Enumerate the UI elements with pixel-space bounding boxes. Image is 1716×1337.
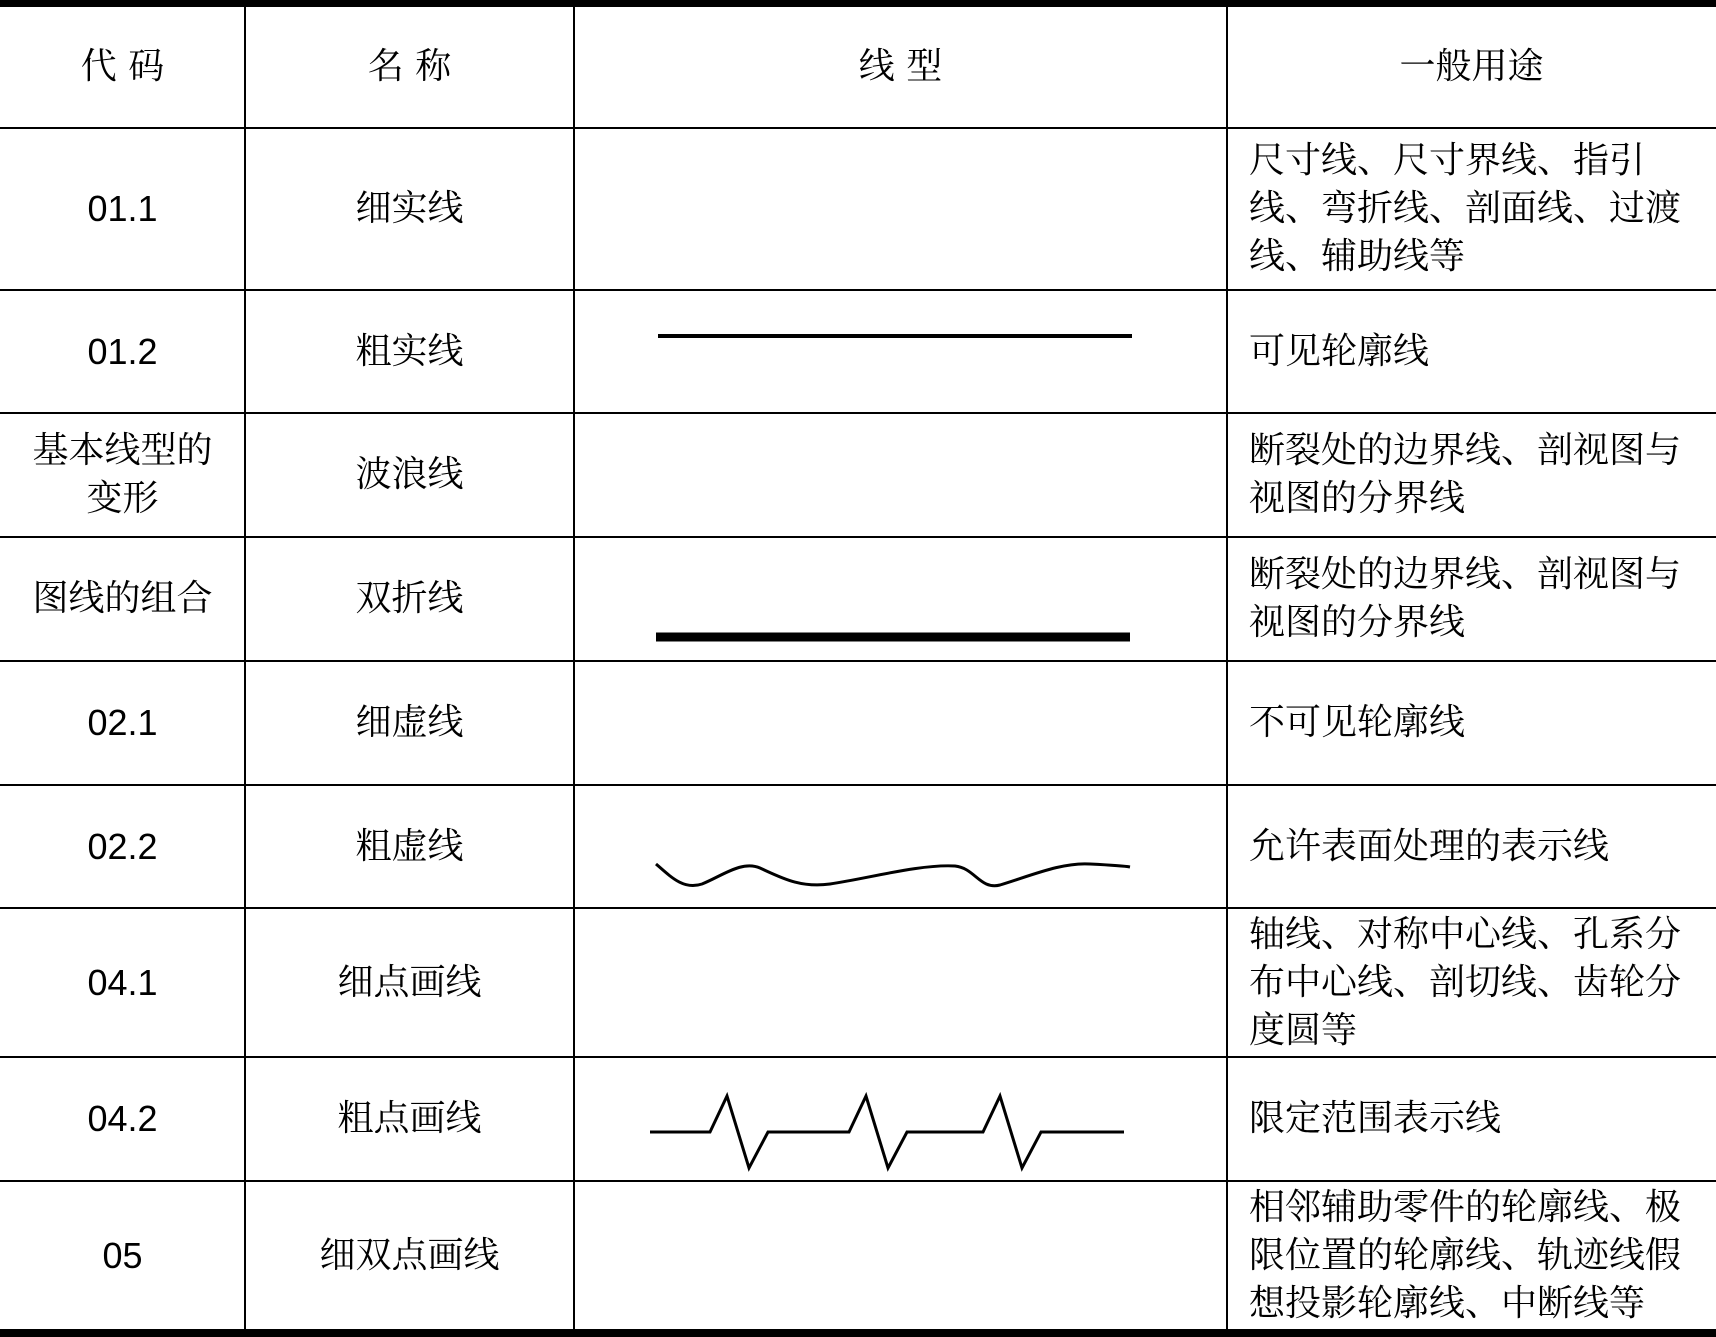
header-usage: 一般用途: [1399, 45, 1544, 87]
row-1-usage: 尺寸线、尺寸界线、指引线、弯折线、剖面线、过渡线、辅助线等: [1249, 140, 1682, 277]
row-2-usage: 可见轮廓线: [1249, 330, 1430, 372]
row-5-name: 细虚线: [355, 702, 464, 743]
row-9-code: 05: [102, 1235, 143, 1276]
row-8-name: 粗点画线: [337, 1098, 482, 1139]
row-5-usage: 不可见轮廓线: [1249, 702, 1466, 743]
wavy-line-sample: [656, 864, 1130, 886]
row-3-code: 基本线型的变形: [32, 430, 213, 519]
row-6-usage: 允许表面处理的表示线: [1249, 825, 1610, 867]
row-6-code: 02.2: [87, 825, 158, 867]
row-7-usage: 轴线、对称中心线、孔系分布中心线、剖切线、齿轮分度圆等: [1249, 913, 1682, 1051]
row-3-name: 波浪线: [355, 454, 464, 495]
row-9-usage: 相邻辅助零件的轮廓线、极限位置的轮廓线、轨迹线假想投影轮廓线、中断线等: [1249, 1187, 1682, 1324]
row-8-usage: 限定范围表示线: [1249, 1098, 1502, 1139]
row-9-name: 细双点画线: [319, 1235, 500, 1276]
header-name: 名 称: [367, 45, 452, 87]
row-7-name: 细点画线: [337, 961, 482, 1003]
row-4-usage: 断裂处的边界线、剖视图与视图的分界线: [1249, 554, 1682, 643]
row-2-code: 01.2: [87, 330, 158, 372]
row-1-name: 细实线: [355, 188, 464, 229]
row-1-code: 01.1: [87, 188, 158, 229]
header-code: 代 码: [80, 45, 165, 87]
row-7-code: 04.1: [87, 961, 158, 1003]
row-8-code: 04.2: [87, 1098, 158, 1139]
zigzag-line-sample: [650, 1096, 1124, 1168]
row-3-usage: 断裂处的边界线、剖视图与视图的分界线: [1249, 430, 1682, 519]
row-6-name: 粗虚线: [355, 825, 464, 867]
row-2-name: 粗实线: [355, 330, 464, 372]
row-5-code: 02.1: [87, 702, 158, 743]
row-4-name: 双折线: [355, 578, 464, 619]
header-linetype: 线 型: [858, 45, 943, 87]
row-4-code: 图线的组合: [32, 578, 213, 619]
